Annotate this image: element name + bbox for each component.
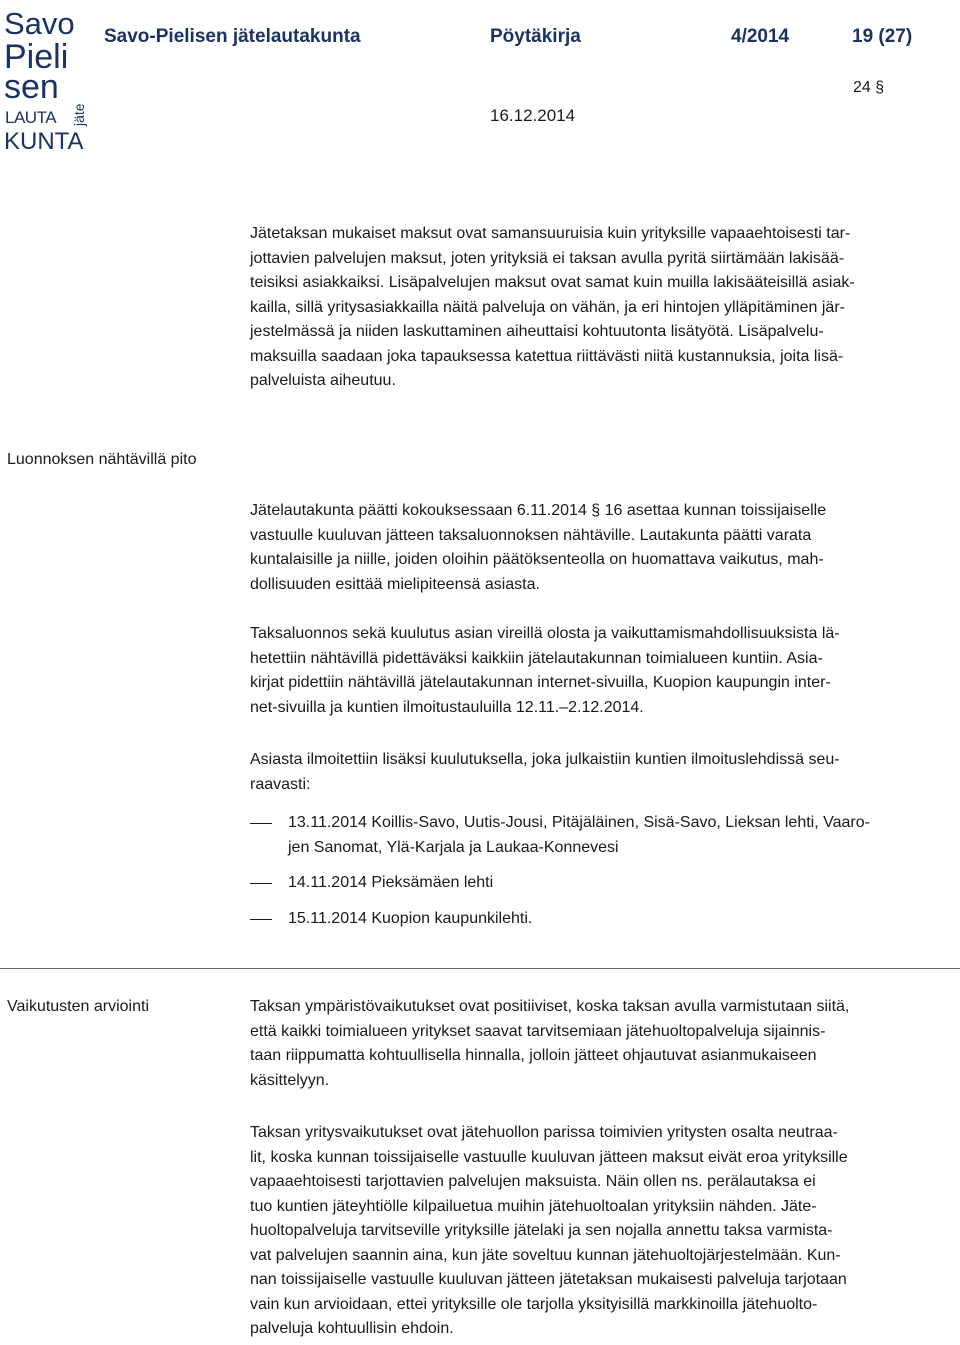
logo-line-savo: Savo [4, 6, 75, 41]
logo-line-kunta: KUNTA [4, 128, 84, 152]
text-line: että kaikki toimialueen yritykset saavat tarvitsemiaan jätehuoltopalveluja sijainnis- [250, 1022, 826, 1040]
text-line: palveluja kohtuullisin ehdoin. [250, 1320, 454, 1337]
text-line: vastuulle kuuluvan jätteen taksaluonnoksen nähtäville. Lautakunta päätti varata [250, 526, 812, 544]
section-label-impact: Vaikutusten arviointi [7, 998, 149, 1015]
text-line: palveluista aiheutuu. [250, 372, 396, 389]
text-line: Taksan yritysvaikutukset ovat jätehuollon parissa toimivien yritysten osalta neutraa- [250, 1124, 838, 1141]
text-line: vain kun arvioidaan, ettei yrityksille ole tarjolla yksityisillä markkinoilla jätehuolto- [250, 1295, 818, 1313]
header-doc-type: Pöytäkirja [490, 26, 581, 47]
section-label-display: Luonnoksen nähtävillä pito [7, 451, 197, 468]
logo-side-text: jäte [71, 103, 87, 126]
text-line: taan riippumatta kohtuullisella hinnalla, jolloin jätteet ohjautuvat asianmukaiseen [250, 1047, 817, 1064]
list-item [288, 907, 532, 932]
list-item [288, 811, 870, 860]
text-line: jottavien palvelujen maksut, joten yrityksiä ei taksan avulla pyritä siirtämään lakisää- [250, 249, 845, 267]
list-dash [250, 823, 272, 824]
text-line: tuo kuntien jäteyhtiölle kilpailuetua muihin jätehuoltoalan yrityksiin nähden. Jäte- [250, 1197, 817, 1215]
text-line: nan toissijaiselle vastuulle kuuluvan jätteen jätetaksan mukaisesti palveluja tarjotaan [250, 1271, 847, 1288]
list-item [288, 871, 493, 896]
text-line: jestelmässä ja niiden laskuttaminen aiheuttaisi kohtuutonta lisätyötä. Lisäpalvelu- [250, 323, 824, 340]
text-line: raavasti: [250, 775, 311, 793]
logo-line-lauta: LAUTA [5, 108, 57, 127]
intro-paragraph [250, 222, 855, 394]
savo-pielisen-logo [4, 6, 90, 152]
text-line: jen Sanomat, Ylä-Karjala ja Laukaa-Konnevesi [288, 838, 619, 856]
text-line: Jätetaksan mukaiset maksut ovat samansuuruisia kuin yrityksille vapaaehtoisesti tar- [250, 225, 851, 242]
impact-paragraph-2 [250, 1121, 848, 1342]
text-line: dollisuuden esittää mielipiteensä asiasta. [250, 575, 540, 593]
logo-line-pieli: Pieli [4, 38, 69, 76]
section-divider [0, 968, 960, 969]
text-line: maksuilla saadaan joka tapauksessa katettua riittävästi niitä kustannuksia, joita lisä- [250, 347, 844, 365]
header-date: 16.12.2014 [490, 106, 576, 125]
display-paragraph-1 [250, 499, 826, 597]
display-paragraph-3 [250, 748, 840, 797]
text-line: vat palvelujen saannin aina, kun jäte soveltuu kunnan jätehuoltojärjestelmään. Kun- [250, 1246, 841, 1264]
text-line: teisiksi asiakkaiksi. Lisäpalvelujen maksut ovat samat kuin muilla lakisääteisillä asiak- [250, 274, 855, 291]
text-line: net-sivuilla ja kuntien ilmoitustauluilla 12.11.–2.12.2014. [250, 698, 644, 716]
text-line: 13.11.2014 Koillis-Savo, Uutis-Jousi, Pitäjäläinen, Sisä-Savo, Lieksan lehti, Vaaro- [288, 814, 870, 831]
display-paragraph-2 [250, 622, 840, 720]
text-line: 15.11.2014 Kuopion kaupunkilehti. [288, 910, 533, 927]
text-line: käsittelyyn. [250, 1071, 330, 1089]
header-section: 24 § [853, 79, 885, 96]
text-line: hetettiin nähtävillä pidettäväksi kaikkiin jätelautakunnan toimialueen kuntiin. Asia- [250, 649, 823, 667]
list-dash [250, 883, 272, 884]
list-dash [250, 919, 272, 920]
text-line: vapaaehtoisesti tarjottavien palvelujen maksuista. Näin ollen ns. perälautaksa ei [250, 1173, 816, 1190]
header-number: 4/2014 [731, 26, 790, 47]
text-line: Taksaluonnos sekä kuulutus asian vireillä olosta ja vaikuttamismahdollisuuksista lä- [250, 625, 840, 642]
text-line: huoltopalveluja tarvitseville yrityksille jätelaki ja sen nojalla annettu taksa varmista- [250, 1222, 833, 1239]
text-line: 14.11.2014 Pieksämäen lehti [288, 874, 494, 891]
impact-paragraph-1 [250, 995, 849, 1093]
text-line: kuntalaisille ja niille, joiden oloihin päätöksenteolla on huomattava vaikutus, mah- [250, 551, 824, 568]
header-organization: Savo-Pielisen jätelautakunta [104, 26, 361, 47]
text-line: lit, koska kunnan toissijaiselle vastuulle kuuluvan jätteen maksut eivät eroa yrityksille [250, 1148, 848, 1166]
text-line: kirjat pidettiin nähtävillä jätelautakunnan internet-sivuilla, Kuopion kaupungin inter- [250, 674, 831, 691]
text-line: kailla, sillä yritysasiakkailla näitä palveluja on vähän, ja eri hintojen ylläpitäminen jär- [250, 298, 845, 316]
logo-line-sen: sen [4, 68, 59, 106]
text-line: Taksan ympäristövaikutukset ovat positiiviset, koska taksan avulla varmistutaan siitä, [250, 998, 850, 1015]
text-line: Jätelautakunta päätti kokouksessaan 6.11.2014 § 16 asettaa kunnan toissijaiselle [250, 502, 827, 519]
header-page: 19 (27) [852, 26, 913, 47]
text-line: Asiasta ilmoitettiin lisäksi kuulutuksella, joka julkaistiin kuntien ilmoituslehdissä seu- [250, 751, 840, 768]
